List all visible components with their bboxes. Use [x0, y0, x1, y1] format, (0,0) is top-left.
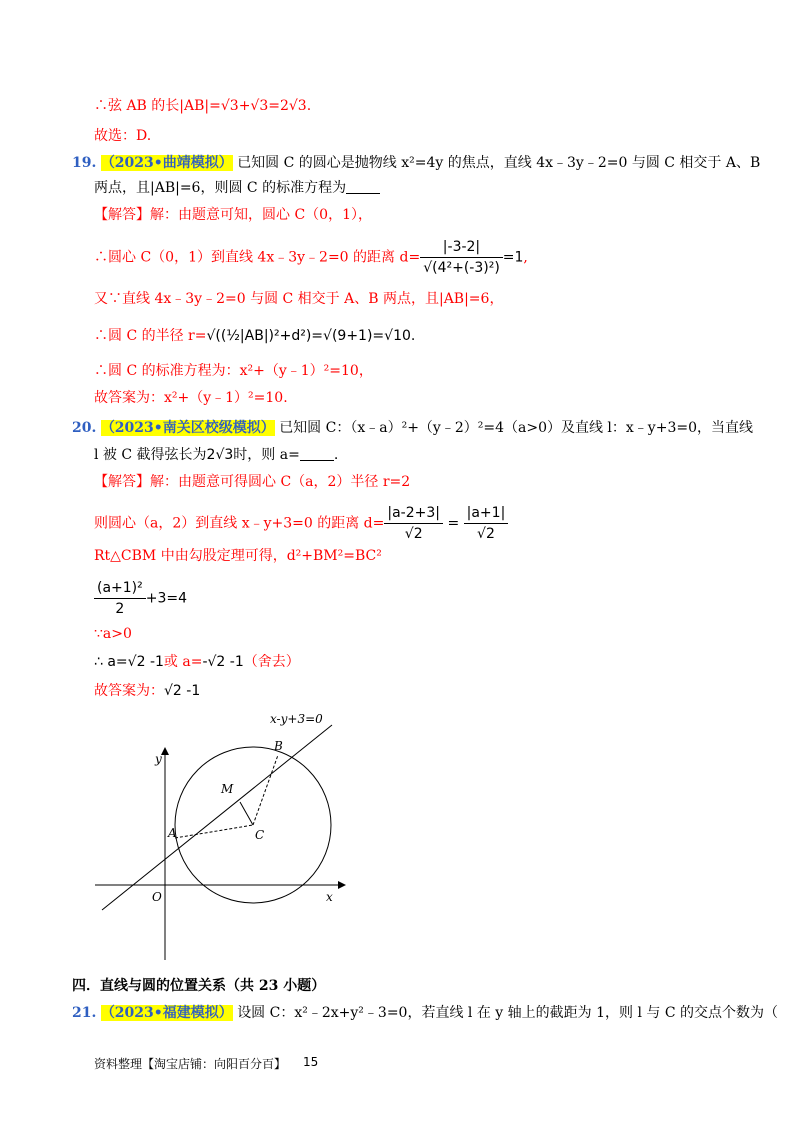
answer-20-line2 — [94, 503, 508, 544]
distance-fraction — [420, 237, 503, 278]
answer-19-line3: 又∵直线 4x﹣3y﹣2=0 与圆 C 相交于 A、B 两点，且|AB|=6， — [94, 291, 504, 307]
solution-line-choice: 故选：D. — [94, 128, 152, 144]
x-axis-arrow — [338, 881, 346, 889]
y-axis-arrow — [161, 747, 169, 755]
point-b-label: B — [274, 739, 283, 753]
answer-20-line5: ∵a>0 — [94, 626, 132, 642]
answer-19-line1: 【解答】解：由题意可知，圆心 C（0，1）， — [94, 207, 372, 223]
origin-label: O — [152, 890, 162, 904]
question-number: 21. — [72, 1005, 97, 1021]
rejected-note: （舍去） — [243, 654, 300, 670]
question-text: 已知圆 C：（x﹣a）²+（y﹣2）²=4（a>0）及直线 l：x﹣y+3=0，当直线 — [279, 420, 753, 436]
question-number: 19. — [72, 155, 97, 171]
question-20 — [72, 418, 753, 438]
fraction-denominator: √2 — [477, 526, 495, 542]
answer-20-line6 — [94, 652, 300, 672]
point-a-label: A — [168, 826, 177, 840]
chord-length: 2√3 — [206, 447, 234, 463]
question-21 — [72, 1003, 778, 1023]
question-number: 20. — [72, 420, 97, 436]
answer-blank — [346, 179, 380, 194]
question-text: 已知圆 C 的圆心是抛物线 x²=4y 的焦点，直线 4x﹣3y﹣2=0 与圆 C 相交于 A、B — [237, 155, 761, 171]
question-source-tag: （2023•曲靖模拟） — [100, 155, 233, 171]
segment-bc — [253, 755, 278, 825]
answer-20-line3: Rt△CBM 中由勾股定理可得，d²+BM²=BC² — [94, 548, 382, 564]
line-equation-label: x-y+3=0 — [270, 712, 323, 726]
distance-fraction-1 — [384, 503, 443, 544]
fraction-result: =1 — [502, 249, 524, 266]
rejected-value: -√2 -1 — [202, 654, 244, 670]
answer-text: ∴圆 C 的半径 r= — [94, 328, 207, 344]
solution-line-ab-length: ∴弦 AB 的长|AB|=√3+√3=2√3. — [94, 98, 312, 114]
equals-sign: = — [447, 515, 460, 532]
answer-text: ∴圆心 C（0，1）到直线 4x﹣3y﹣2=0 的距离 d= — [94, 249, 421, 266]
distance-fraction-2 — [464, 503, 509, 544]
geometry-figure — [80, 705, 380, 970]
answer-text: 则圆心（a，2）到直线 x﹣y+3=0 的距离 d= — [94, 515, 385, 532]
question-19 — [72, 153, 760, 173]
fraction-denominator: √2 — [404, 526, 423, 542]
x-axis-label: x — [326, 890, 333, 904]
answer-blank — [300, 446, 334, 461]
segment-ac — [175, 825, 253, 838]
fraction-numerator: (a+1)² — [94, 578, 146, 599]
line-l — [102, 725, 332, 910]
question-text-cont: 两点，且|AB|=6，则圆 C 的标准方程为 — [94, 180, 347, 196]
segment-cm — [240, 802, 253, 825]
answer-19-line4 — [94, 326, 415, 346]
fraction-denominator: √(4²+(-3)²) — [423, 260, 500, 276]
question-text-cont: l 被 C 截得弦长为 — [94, 447, 207, 463]
answer-19-line5: ∴圆 C 的标准方程为：x²+（y﹣1）²=10， — [94, 363, 373, 379]
radius-result: =√(9+1)=√10. — [311, 328, 416, 344]
question-20-cont: l 被 C 截得弦长为2√3时，则 a= . — [94, 447, 339, 463]
question-text: 设圆 C：x²﹣2x+y²﹣3=0，若直线 l 在 y 轴上的截距为 1，则 l 与 C 的交点个数为（ — [237, 1005, 778, 1021]
fraction-numerator: |a+1| — [464, 503, 509, 524]
question-text-cont: 时，则 a= — [233, 447, 300, 463]
equation-fraction — [94, 578, 146, 619]
answer-19-line2: ∴圆心 C（0，1）到直线 4x﹣3y﹣2=0 的距离 d= $\frac{|-3-2|}{\text{√(4²+(-3)²)}}$ =1, — [94, 239, 528, 276]
fraction-numerator: |a-2+3| — [384, 503, 443, 524]
point-m-label: M — [221, 782, 234, 796]
answer-20-line1: 【解答】解：由题意可得圆心 C（a，2）半径 r=2 — [94, 474, 411, 490]
solution-value: ∴ a=√2 -1 — [94, 654, 164, 670]
point-c-label: C — [255, 828, 265, 842]
page-number: 15 — [303, 1055, 319, 1069]
question-source-tag: （2023•南关区校级模拟） — [100, 420, 275, 436]
question-19-cont — [94, 178, 380, 198]
answer-label: 故答案为： — [94, 683, 164, 699]
question-source-tag: （2023•福建模拟） — [100, 1005, 233, 1021]
answer-20-line4 — [94, 578, 187, 619]
final-answer: √2 -1 — [164, 683, 201, 699]
fraction-numerator: |-3-2| — [420, 237, 503, 258]
y-axis-label: y — [155, 752, 162, 766]
footer-note: 资料整理【淘宝店铺：向阳百分百】 — [94, 1057, 287, 1071]
answer-19-line6: 故答案为：x²+（y﹣1）²=10. — [94, 390, 288, 406]
section-heading: 四．直线与圆的位置关系（共 23 小题） — [72, 978, 326, 994]
answer-20-line7 — [94, 681, 200, 701]
equation-rest: +3=4 — [145, 590, 188, 607]
radius-expression: √((½|AB|)²+d²) — [206, 328, 312, 344]
answer-text: 或 a= — [163, 654, 203, 670]
fraction-denominator: 2 — [115, 601, 125, 617]
